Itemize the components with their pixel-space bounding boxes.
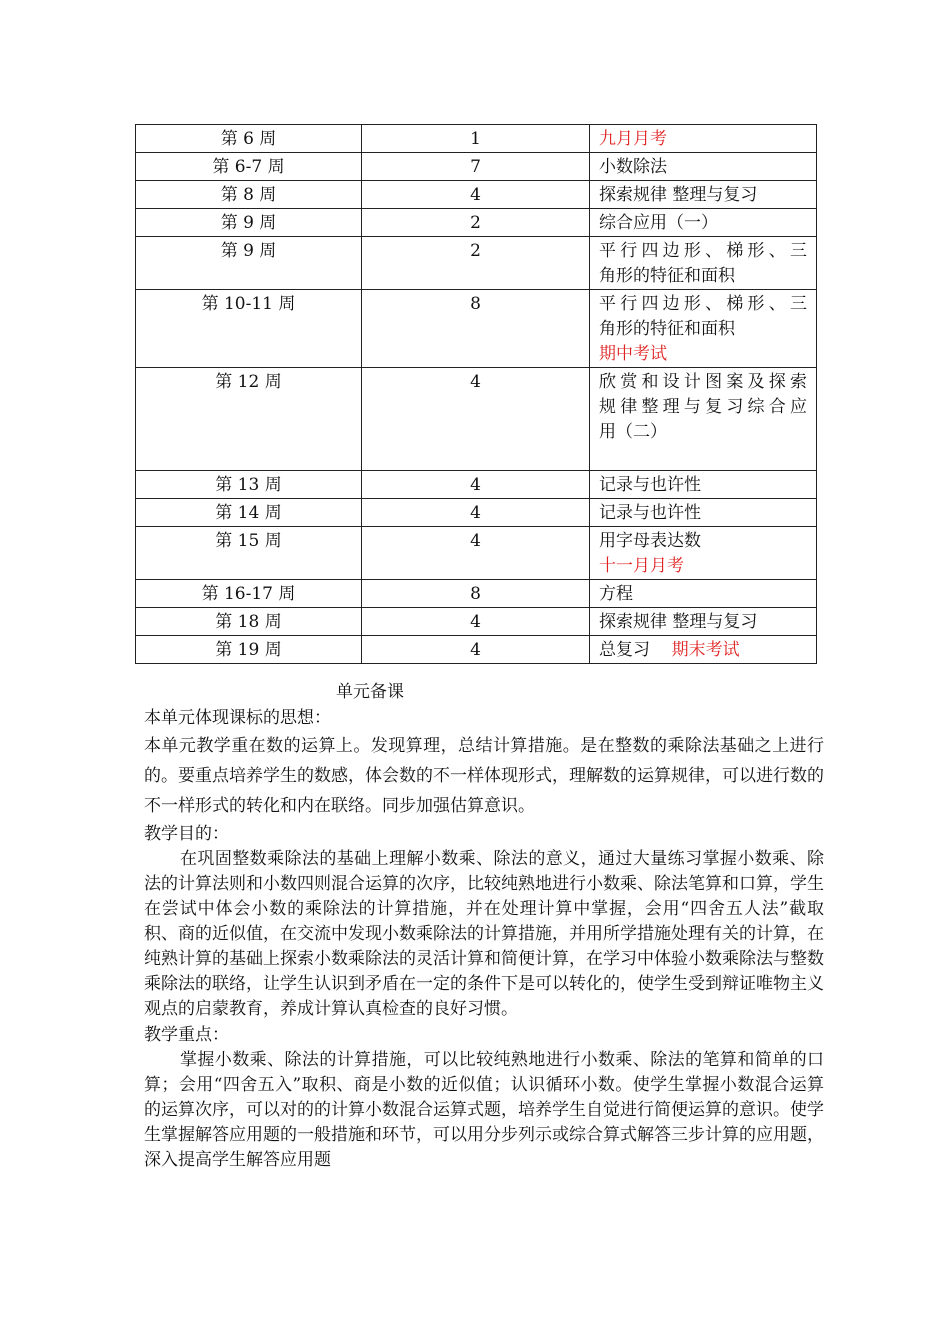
unit-section: [144, 679, 824, 1173]
topic-line: 记录与也许性: [599, 475, 701, 495]
week-cell: 第 16-17 周: [136, 580, 362, 608]
hours-cell: 7: [362, 153, 590, 181]
topic-line: 探索规律 整理与复习: [599, 612, 758, 632]
table-row: [136, 368, 817, 471]
ideas-heading: 本单元体现课标的思想：: [144, 708, 331, 728]
hours-cell: 4: [362, 527, 590, 580]
ideas-text: 本单元教学重在数的运算上。发现算理，总结计算措施。是在整数的乘除法基础之上进行的。要重点培养学生的数感，体会数的不一样体现形式，理解数的运算规律，可以进行数的不一样形式的转化和内在联络。同步加强估算意识。: [144, 736, 824, 816]
content-cell: [590, 237, 817, 290]
week-cell: 第 12 周: [136, 368, 362, 471]
exam-label: 期中考试: [599, 344, 667, 364]
topic-line: 用字母表达数: [599, 531, 701, 551]
hours-cell: 4: [362, 471, 590, 499]
topic-line: 小数除法: [599, 157, 667, 177]
hours-cell: 4: [362, 499, 590, 527]
goals-text: 在巩固整数乘除法的基础上理解小数乘、除法的意义，通过大量练习掌握小数乘、除法的计算法则和小数四则混合运算的次序，比较纯熟地进行小数乘、除法笔算和口算，学生在尝试中体会小数的乘除法的计算措施，并在处理计算中掌握，会用“四舍五人法”截取积、商的近似值，在交流中发现小数乘除法的计算措施，并用所学措施处理有关的计算，在纯熟计算的基础上探索小数乘除法的灵活计算和简便计算，在学习中体验小数乘除法与整数乘除法的联络，让学生认识到矛盾在一定的条件下是可以转化的，使学生受到辩证唯物主义观点的启蒙教育，养成计算认真检查的良好习惯。: [144, 849, 824, 1019]
table-row: [136, 237, 817, 290]
table-row: [136, 153, 817, 181]
topic-line: 记录与也许性: [599, 503, 701, 523]
hours-cell: 8: [362, 290, 590, 368]
topic-line: 综合应用（一）: [599, 213, 718, 233]
week-cell: 第 6-7 周: [136, 153, 362, 181]
content-cell: [590, 209, 817, 237]
week-cell: 第 13 周: [136, 471, 362, 499]
topic-line: 平行四边形、梯形、三: [599, 294, 807, 314]
table-row: [136, 527, 817, 580]
goals-heading: 教学目的：: [144, 824, 229, 844]
content-cell: [590, 636, 817, 664]
key-text: 掌握小数乘、除法的计算措施，可以比较纯熟地进行小数乘、除法的笔算和简单的口算；会用“四舍五入”取积、商是小数的近似值；认识循环小数。使学生掌握小数混合运算的运算次序，可以对的的计算小数混合运算式题，培养学生自觉进行简便运算的意识。使学生掌握解答应用题的一般措施和环节，可以用分步列示或综合算式解答三步计算的应用题，深入提高学生解答应用题: [144, 1050, 824, 1170]
topic-line: [599, 445, 807, 470]
content-cell: [590, 181, 817, 209]
hours-cell: 4: [362, 608, 590, 636]
week-cell: 第 19 周: [136, 636, 362, 664]
week-cell: 第 18 周: [136, 608, 362, 636]
key-heading: 教学重点：: [144, 1025, 229, 1045]
content-cell: [590, 580, 817, 608]
week-cell: 第 15 周: [136, 527, 362, 580]
content-cell: [590, 527, 817, 580]
table-row: [136, 290, 817, 368]
content-cell: [590, 368, 817, 471]
hours-cell: 2: [362, 237, 590, 290]
week-cell: 第 10-11 周: [136, 290, 362, 368]
topic-line: 角形的特征和面积: [599, 266, 735, 286]
hours-cell: 4: [362, 636, 590, 664]
table-row: [136, 125, 817, 153]
content-cell: [590, 499, 817, 527]
week-cell: 第 9 周: [136, 209, 362, 237]
week-cell: 第 6 周: [136, 125, 362, 153]
table-row: [136, 608, 817, 636]
week-cell: 第 9 周: [136, 237, 362, 290]
schedule-body: [136, 125, 817, 664]
topic-line: 规律整理与复习综合应: [599, 397, 807, 417]
hours-cell: 2: [362, 209, 590, 237]
table-row: [136, 471, 817, 499]
table-row: [136, 636, 817, 664]
content-cell: [590, 153, 817, 181]
topic-line: 平行四边形、梯形、三: [599, 241, 807, 261]
schedule-table: [135, 124, 817, 664]
hours-cell: 4: [362, 181, 590, 209]
content-cell: [590, 290, 817, 368]
hours-cell: 4: [362, 368, 590, 471]
hours-cell: 8: [362, 580, 590, 608]
exam-label: 十一月月考: [599, 556, 684, 576]
topic-line: 总复习: [599, 640, 672, 660]
exam-label: 期末考试: [671, 640, 740, 660]
table-row: [136, 181, 817, 209]
table-row: [136, 209, 817, 237]
content-cell: [590, 125, 817, 153]
exam-label: 九月月考: [599, 129, 667, 149]
week-cell: 第 14 周: [136, 499, 362, 527]
topic-line: 欣赏和设计图案及探索: [599, 372, 807, 392]
unit-title: 单元备课: [336, 682, 404, 702]
week-cell: 第 8 周: [136, 181, 362, 209]
table-row: [136, 499, 817, 527]
topic-line: 用（二）: [599, 422, 667, 442]
hours-cell: 1: [362, 125, 590, 153]
content-cell: [590, 608, 817, 636]
content-cell: [590, 471, 817, 499]
topic-line: 方程: [599, 584, 633, 604]
topic-line: 探索规律 整理与复习: [599, 185, 758, 205]
topic-line: 角形的特征和面积: [599, 319, 735, 339]
table-row: [136, 580, 817, 608]
